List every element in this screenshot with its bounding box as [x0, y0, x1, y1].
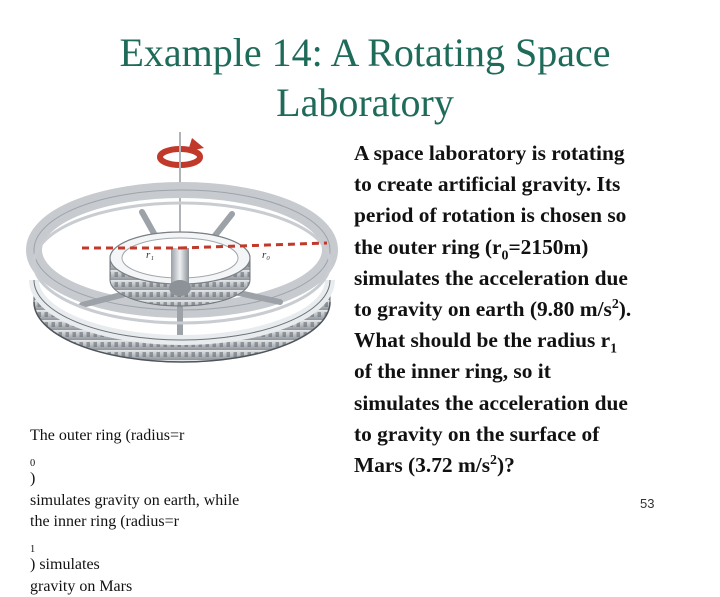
- problem-line-8: of the inner ring, so it: [354, 356, 704, 387]
- r1-label: r₁: [146, 249, 154, 261]
- title-line-2: Laboratory: [40, 78, 690, 128]
- problem-line-5: simulates the acceleration due: [354, 263, 704, 294]
- slide-title: [40, 28, 690, 128]
- caption-line-4: gravity on Mars: [30, 576, 340, 597]
- problem-line-1: A space laboratory is rotating: [354, 138, 704, 169]
- problem-line-9: simulates the acceleration due: [354, 388, 704, 419]
- problem-statement: [354, 138, 704, 481]
- problem-line-4: the outer ring $(r_0=2150m)$: [354, 232, 704, 263]
- page-number: 53: [640, 496, 654, 511]
- hub: [169, 248, 191, 296]
- rotation-arrow-icon: [160, 138, 204, 165]
- problem-line-11: Mars (3.72 $m/s^2$)?: [354, 450, 704, 481]
- caption-line-2: simulates gravity on earth, while: [30, 490, 340, 512]
- problem-line-6: to gravity on earth (9.80 $m/s^2$).: [354, 294, 704, 325]
- r0-label: r₀: [262, 249, 270, 261]
- problem-line-2: to create artificial gravity. Its: [354, 169, 704, 200]
- space-laboratory-illustration: [22, 130, 352, 420]
- figure-caption: [30, 425, 340, 597]
- problem-line-3: period of rotation is chosen so: [354, 200, 704, 231]
- caption-line-3: the inner ring (radius=r $_1$ ) simulates: [30, 511, 340, 576]
- problem-line-7: What should be the radius $r_1$: [354, 325, 704, 356]
- caption-line-1: The outer ring (radius=r $_0$ ): [30, 425, 340, 490]
- title-line-1: Example 14: A Rotating Space: [40, 28, 690, 78]
- problem-line-10: to gravity on the surface of: [354, 419, 704, 450]
